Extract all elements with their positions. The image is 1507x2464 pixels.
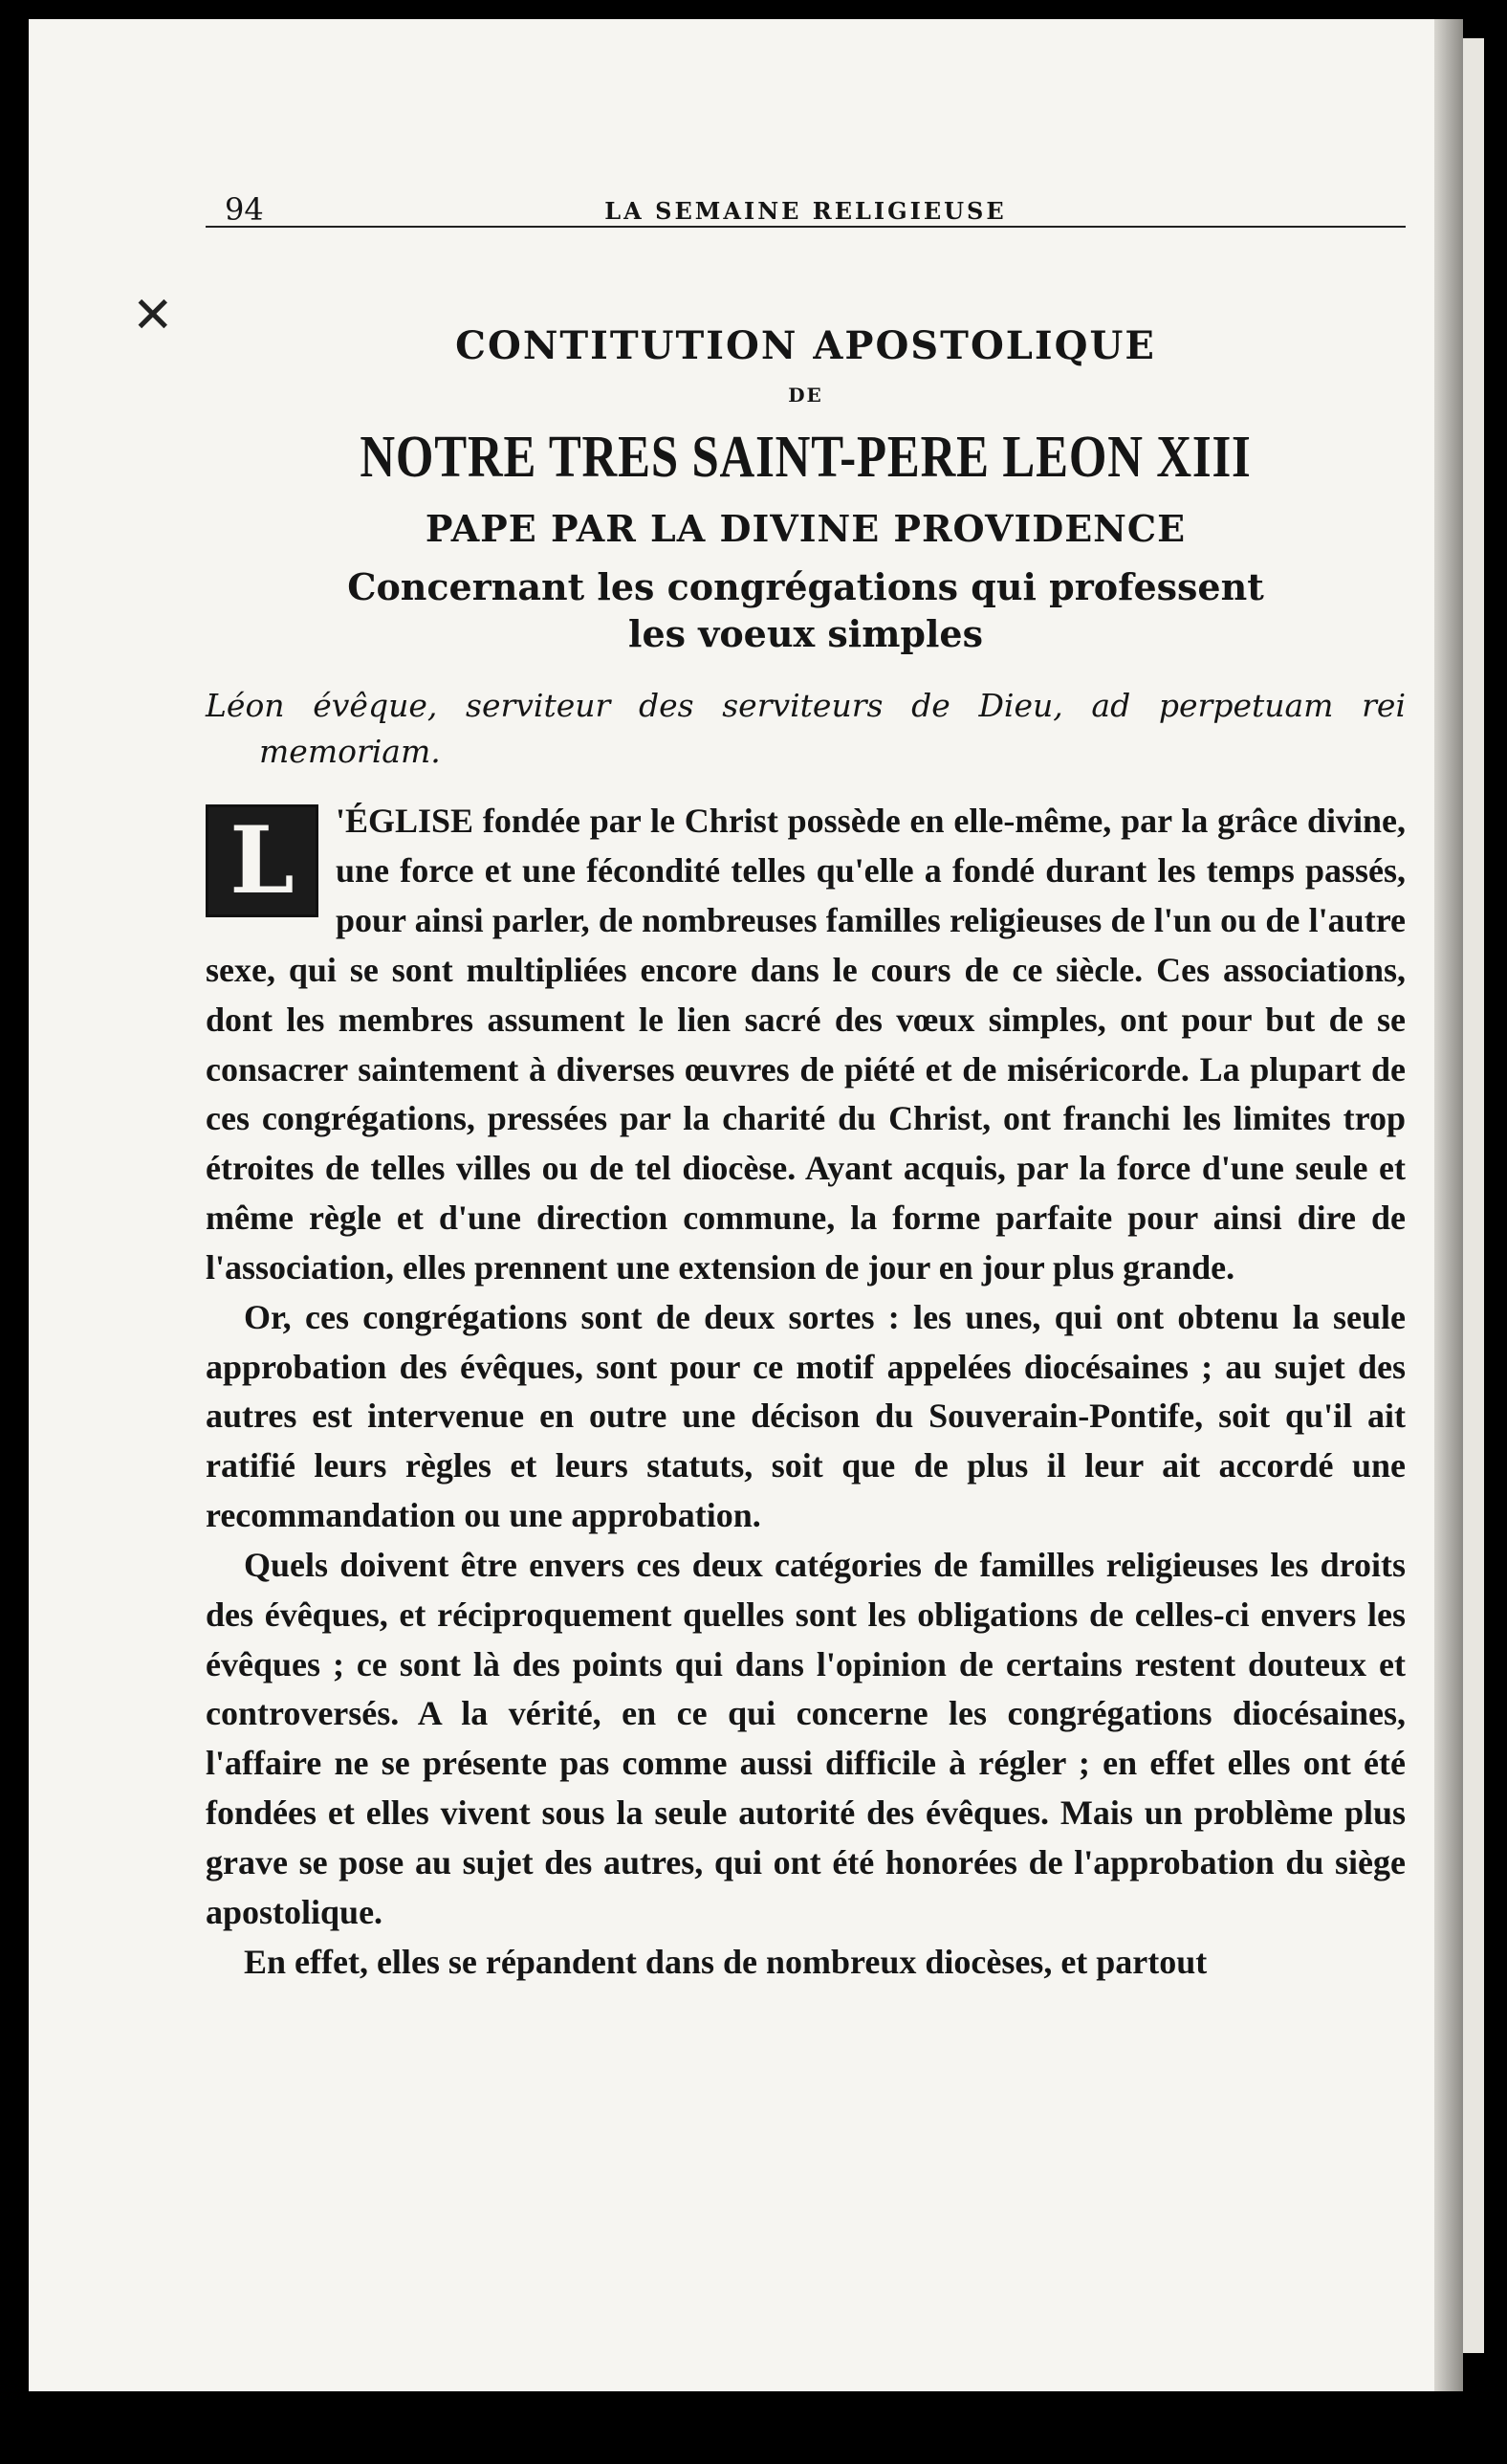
body-text [206,797,1406,1987]
intro-salutation: Léon évêque, serviteur des serviteurs de Dieu, ad perpetuam rei memoriam. [206,686,1406,770]
heading-subject-line1: Concernant les congrégations qui professent [347,565,1264,608]
document-headings [206,323,1406,658]
page-content [206,172,1406,1987]
running-head [206,172,1406,228]
paragraph-1 [206,797,1406,1292]
page-edge-shadow [1434,19,1463,2391]
heading-providence: PAPE PAR LA DIVINE PROVIDENCE [425,507,1187,550]
book-page [29,19,1463,2391]
paragraph-3: Quels doivent être envers ces deux catégories de familles religieuses les droits des évêques, et réciproquement quelles sont les obligations de celles-ci envers les évêques ; ce sont là des points qui dans l'opinion de certains restent douteux et controversés. A la vérité, en ce qui concerne les congrégations diocésaines, l'affaire ne se présente pas comme aussi difficile à régler ; en effet elles ont été fondées et elles vivent sous la seule autorité des évêques. Mais un problème plus grave se pose au sujet des autres, qui ont été honorées de l'approbation du siège apostolique. [206,1545,1406,1931]
heading-subject-line2: les voeux simples [628,612,983,656]
dropcap-letter: L [206,804,318,917]
heading-pope-name: NOTRE TRES SAINT-PERE LEON XIII [360,425,1252,490]
adjacent-page-edge [1463,38,1484,2353]
heading-subject [206,563,1406,658]
heading-de: DE [788,384,823,407]
margin-cross-mark: ✕ [132,287,174,344]
paragraph-1-text: 'ÉGLISE fondée par le Christ possède en elle-même, par la grâce divine, une force et une fécondité telles qu'elle a fondé durant les temps passés, pour ainsi parler, de nombreuses familles religieuses de l'un ou de l'autre sexe, qui se sont multipliées encore dans le cours de ce siècle. Ces associations, dont les membres assument le lien sacré des vœux simples, ont pour but de se consacrer saintement à diverses œuvres de piété et de miséricorde. La plupart de ces congrégations, pressées par la charité du Christ, ont franchi les limites trop étroites de telles villes ou de tel diocèse. Ayant acquis, par la force d'une seule et même règle et d'une direction commune, la forme parfaite pour ainsi dire de l'association, elles prennent une extension de jour en jour plus grande. [206,802,1406,1287]
heading-constitution: CONTITUTION APOSTOLIQUE [455,323,1156,368]
paragraph-2: Or, ces congrégations sont de deux sortes : les unes, qui ont obtenu la seule approbation des évêques, sont pour ce motif appelées diocésaines ; au sujet des autres est intervenue en outre une décison du Souverain-Pontife, soit qu'il ait ratifié leurs règles et leurs statuts, soit que de plus il leur ait accordé une recommandation ou une approbation. [206,1297,1406,1535]
paragraph-4: En effet, elles se répandent dans de nombreux diocèses, et partout [244,1942,1208,1981]
page-number: 94 [225,191,264,228]
journal-title: LA SEMAINE RELIGIEUSE [604,197,1007,225]
